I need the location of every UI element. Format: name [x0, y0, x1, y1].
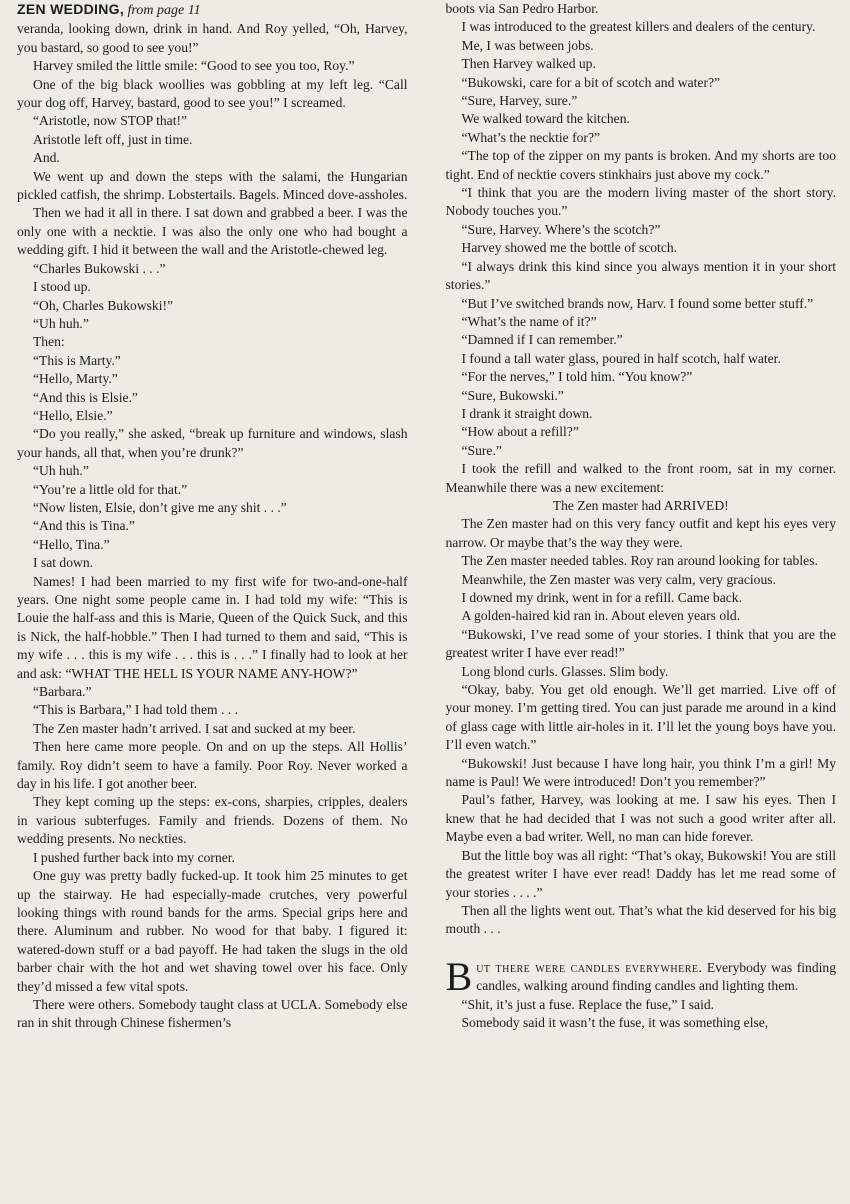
- paragraph: “Bukowski, care for a bit of scotch and water?”: [461, 74, 721, 90]
- paragraph: Then we had it all in there. I sat down and grabbed a beer. I was the only one with a necktie. I was also the only one who had bought a wedding gift. I hid it between the wall and the Aristotle-chewed leg.: [17, 205, 408, 258]
- paragraph: “What’s the name of it?”: [461, 313, 597, 329]
- paragraph: “Aristotle, now STOP that!”: [33, 113, 188, 129]
- opening-text: Everybody was finding candles, walking around finding candles and lighting them.: [476, 959, 836, 994]
- paragraph: “Uh huh.”: [33, 463, 89, 479]
- paragraph: “Oh, Charles Bukowski!”: [33, 297, 174, 313]
- paragraph: A golden-haired kid ran in. About eleven years old.: [461, 608, 741, 624]
- paragraph: Long blond curls. Glasses. Slim body.: [461, 663, 669, 679]
- paragraph: I took the refill and walked to the front room, sat in my corner. Meanwhile there was a new excitement:: [445, 461, 836, 495]
- paragraph: We went up and down the steps with the salami, the Hungarian pickled catfish, the shrimp. Lobstertails. Bagels. Minced dove-assholes.: [17, 168, 408, 203]
- paragraph: They kept coming up the steps: ex-cons, sharpies, cripples, dealers in various subterfuges. Family and friends. Dozens of them. No wedding presents. No neckties.: [17, 794, 408, 847]
- paragraph: I sat down.: [33, 555, 94, 571]
- paragraph: Then here came more people. On and on up the steps. All Hollis’ family. Roy didn’t seem to have a family. Poor Roy. Never worked a day in his life. I got another beer.: [17, 739, 408, 792]
- paragraph: “Charles Bukowski . . .”: [33, 260, 166, 276]
- running-header: [17, 0, 408, 20]
- paragraph: I downed my drink, went in for a refill. Came back.: [461, 590, 742, 605]
- paragraph: Somebody said it wasn’t the fuse, it was something else,: [461, 1014, 769, 1030]
- paragraph: One of the big black woollies was gobbling at my left leg. “Call your dog off, Harvey, bastard, good to see you!” I screamed.: [17, 76, 408, 111]
- paragraph: “I think that you are the modern living master of the short story. Nobody touches you.”: [445, 185, 836, 219]
- paragraph: “But I’ve switched brands now, Harv. I found some better stuff.”: [461, 295, 814, 311]
- paragraph: I stood up.: [33, 279, 91, 295]
- paragraph: The Zen master had ARRIVED!: [552, 497, 729, 513]
- paragraph: Paul’s father, Harvey, was looking at me. I saw his eyes. Then I knew that he had decided that I was not such a good writer after all. Maybe even a bad writer. Well, no man can hide forever.: [445, 792, 836, 845]
- paragraph: The Zen master had on this very fancy outfit and kept his eyes very narrow. Or maybe that’s the way they were.: [445, 516, 836, 550]
- paragraph: I drank it straight down.: [461, 405, 593, 421]
- section-break: [446, 939, 837, 959]
- paragraph: “Now listen, Elsie, don’t give me any shit . . .”: [33, 499, 287, 515]
- section-opening-paragraph: [445, 953, 837, 999]
- paragraph: “Do you really,” she asked, “break up furniture and windows, slash your hands, all that, when you’re drunk?”: [17, 426, 408, 460]
- paragraph: “Bukowski! Just because I have long hair, you think I’m a girl! My name is Paul! We were introduced! Don’t you remember?”: [445, 755, 836, 790]
- small-caps-lead: ut there were candles everywhere.: [476, 959, 703, 975]
- paragraph: “Hello, Tina.”: [33, 536, 110, 552]
- paragraph: The Zen master hadn’t arrived. I sat and sucked at my beer.: [33, 720, 356, 736]
- paragraph: I found a tall water glass, poured in half scotch, half water.: [461, 350, 781, 366]
- paragraph: “This is Barbara,” I had told them . . .: [33, 702, 238, 718]
- right-column-body: [446, 0, 837, 939]
- paragraph: “Okay, baby. You get old enough. We’ll get married. Live off of your money. I’m getting tired. You can just parade me around in a kind of glass cage with little air-holes in it. I’ll let the young boys have you. I’ll even watch.”: [445, 682, 836, 753]
- paragraph: “Uh huh.”: [33, 315, 89, 331]
- left-column-body: [17, 20, 408, 1032]
- paragraph: boots via San Pedro Harbor.: [445, 1, 599, 16]
- paragraph: Harvey showed me the bottle of scotch.: [461, 240, 678, 256]
- paragraph: veranda, looking down, drink in hand. And Roy yelled, “Oh, Harvey, you bastard, so good to see you!”: [17, 21, 408, 55]
- paragraph: I was introduced to the greatest killers and dealers of the century.: [461, 19, 816, 35]
- paragraph: “Sure.”: [461, 442, 502, 458]
- paragraph: “The top of the zipper on my pants is broken. And my shorts are too tight. End of necktie covers stinkhairs just above my cock.”: [445, 148, 836, 182]
- paragraph: Then Harvey walked up.: [461, 56, 596, 72]
- paragraph: “Sure, Harvey, sure.”: [461, 93, 578, 109]
- right-column: [446, 0, 837, 1204]
- paragraph: “For the nerves,” I told him. “You know?”: [461, 369, 693, 385]
- paragraph: One guy was pretty badly fucked-up. It took him 25 minutes to get up the stairway. He had especially-made crutches, very powerful looking things with round bands for the arms. Special grips here and there. Aluminum and rubber. No wood for that baby. I figured it: watered-down stuff or a bad payoff. He had taken the slugs in the old barber chair with the hot and wet shaving towel over his face. Only they’d missed a few vital spots.: [17, 868, 408, 994]
- paragraph: There were others. Somebody taught class at UCLA. Somebody else ran in shit through Chinese fishermen’s: [17, 996, 408, 1031]
- paragraph: I pushed further back into my corner.: [33, 849, 235, 865]
- paragraph: The Zen master needed tables. Roy ran around looking for tables.: [461, 553, 818, 569]
- text-columns: [17, 0, 836, 1204]
- paragraph: “You’re a little old for that.”: [33, 481, 188, 497]
- paragraph: “Bukowski, I’ve read some of your stories. I think that you are the greatest writer I have ever read!”: [445, 626, 836, 661]
- paragraph: Names! I had been married to my first wife for two-and-one-half years. One night some people came in. I had told my wife: “This is Louie the half-ass and this is Marie, Queen of the Quick Suck, and this is Nick, the half-hobble.” Then I had turned to them and said, “This is my wife . . . this is my wife . . . this is . . .” I finally had to look at her and ask: “WHAT THE HELL IS YOUR NAME ANY-HOW?”: [17, 573, 408, 681]
- paragraph: “Barbara.”: [33, 684, 92, 700]
- paragraph: But the little boy was all right: “That’s okay, Bukowski! You are still the greatest writer I have ever read! Daddy has let me read some of your stories . . . .”: [445, 847, 836, 900]
- paragraph: Aristotle left off, just in time.: [33, 131, 193, 147]
- paragraph: “How about a refill?”: [461, 424, 579, 440]
- paragraph: “Sure, Harvey. Where’s the scotch?”: [461, 221, 661, 237]
- drop-cap: B: [445, 953, 473, 999]
- paragraph: We walked toward the kitchen.: [461, 111, 630, 127]
- paragraph: “Hello, Marty.”: [33, 371, 118, 387]
- paragraph: Then all the lights went out. That’s what the kid deserved for his big mouth . . .: [445, 902, 836, 937]
- paragraph: “And this is Elsie.”: [33, 389, 138, 405]
- paragraph: “I always drink this kind since you always mention it in your short stories.”: [445, 258, 836, 293]
- paragraph: “Damned if I can remember.”: [461, 332, 623, 348]
- paragraph: “Shit, it’s just a fuse. Replace the fuse,” I said.: [461, 996, 715, 1012]
- paragraph: “This is Marty.”: [33, 352, 121, 368]
- paragraph: Then:: [33, 334, 65, 350]
- paragraph: “What’s the necktie for?”: [461, 129, 601, 145]
- paragraph: Harvey smiled the little smile: “Good to see you too, Roy.”: [33, 58, 355, 74]
- paragraph: Meanwhile, the Zen master was very calm, very gracious.: [461, 571, 776, 587]
- paragraph: “Hello, Elsie.”: [33, 407, 113, 423]
- article-title: ZEN WEDDING,: [17, 1, 125, 17]
- section-body: [446, 996, 837, 1033]
- paragraph: “And this is Tina.”: [33, 518, 135, 534]
- paragraph: “Sure, Bukowski.”: [461, 387, 564, 403]
- paragraph: And.: [33, 150, 60, 166]
- left-column: [17, 0, 408, 1204]
- paragraph: Me, I was between jobs.: [461, 37, 594, 53]
- continued-from: from page 11: [127, 3, 201, 18]
